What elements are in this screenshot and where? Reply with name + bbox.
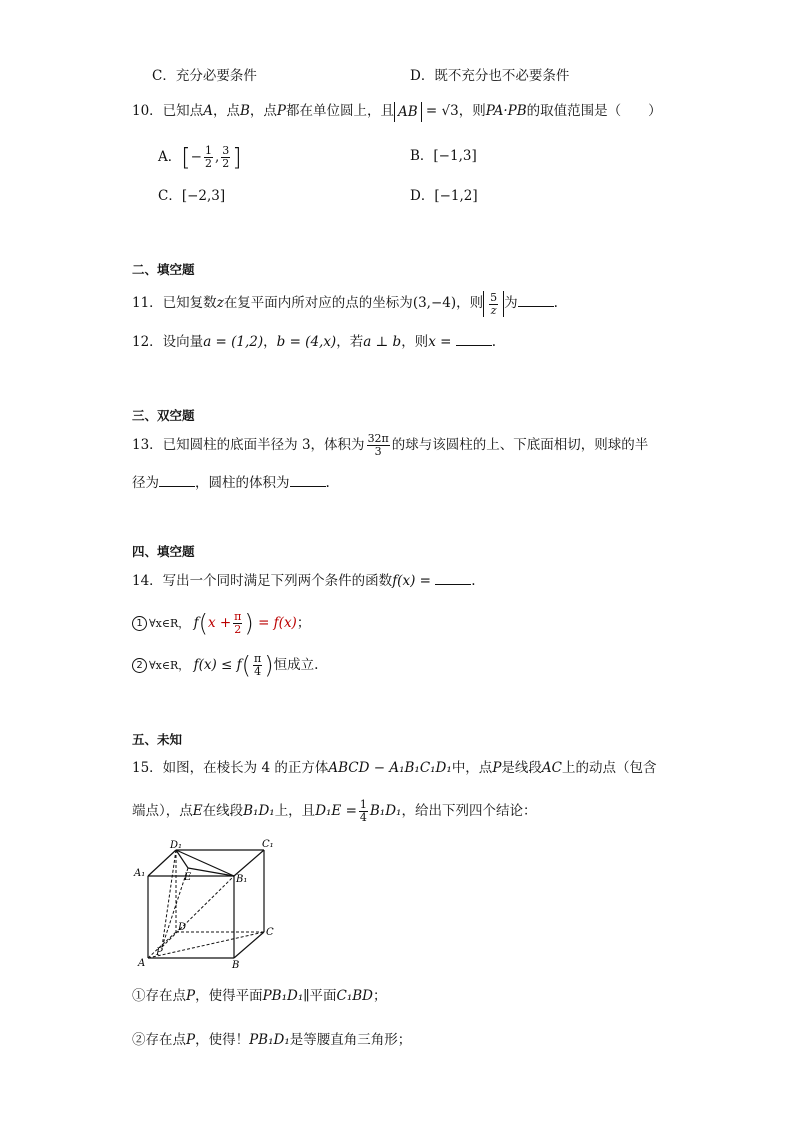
edge-b-c <box>234 932 264 958</box>
section-heading-3: 三、双空题 <box>132 408 195 423</box>
answer-blank[interactable] <box>290 472 326 487</box>
q15-conclusion-1: ①存在点P，使得平面PB₁D₁∥平面C₁BD； <box>132 988 387 1004</box>
label-e: E <box>184 872 192 883</box>
answer-blank[interactable] <box>518 292 554 307</box>
label-b: B <box>232 960 240 970</box>
section-heading-5: 五、未知 <box>132 732 183 747</box>
circled-number-1: 1 <box>132 616 147 631</box>
answer-blank[interactable] <box>435 570 471 585</box>
q12: 12．设向量a = (1,2)，b = (4,x)，若a ⊥ b，则x = . <box>132 331 496 352</box>
q15-line1: 15．如图，在棱长为 4 的正方体ABCD − A₁B₁C₁D₁中，点P是线段AC上的动点（包含 <box>132 760 657 776</box>
section-heading-2: 二、填空题 <box>132 262 195 277</box>
label-d1: D₁ <box>170 840 183 851</box>
q9-option-d: D．既不充分也不必要条件 <box>410 68 570 84</box>
q10-option-c: C．[−2,3] <box>158 188 226 204</box>
edge-a1-d1 <box>148 850 176 876</box>
abs-ab: AB <box>394 102 422 122</box>
label-a1: A₁ <box>134 868 146 879</box>
section-heading-4: 四、填空题 <box>132 544 195 559</box>
q13-line1: 13．已知圆柱的底面半径为 3，体积为 $\frac{32\pi}{3}$ 的球与该圆柱的上、下底面相切，则球的半 <box>132 432 649 458</box>
vector-dot-expr: PA·PB <box>485 103 527 119</box>
q10-stem: 10．已知点A，点B，点P都在单位圆上，且 AB = √3，则PA·PB的取值范围是（ ） <box>132 103 662 120</box>
edge-e-b1 <box>188 868 234 876</box>
hidden-line-p-d1 <box>162 850 176 947</box>
q9-option-c: C．充分必要条件 <box>152 68 257 84</box>
q10-option-b: B．[−1,3] <box>410 148 477 164</box>
q15-line2: 端点），点E在线段B₁D₁上，且D₁E = $\frac{1}{4}$ B₁D₁，给出下列四个结论： <box>132 798 537 824</box>
label-a: A <box>138 958 146 969</box>
q10-option-d: D．[−1,2] <box>410 188 478 204</box>
label-d: D <box>178 922 187 933</box>
q10-option-a: A．[− $\frac{1}{2}$ , $\frac{3}{2}$ ] <box>158 143 242 172</box>
hidden-line-p-b1 <box>162 876 234 947</box>
q14-condition-1: 1 ∀x∈R， f(x + $\frac{\pi}{2}$ ) = f(x)； <box>132 606 310 640</box>
q13-line2: 径为 ，圆柱的体积为 . <box>132 472 330 493</box>
q11: 11．已知复数z在复平面内所对应的点的坐标为(3,−4)，则 $\frac{5}{z}$ 为 . <box>132 290 558 317</box>
circled-number-2: 2 <box>132 658 147 673</box>
q14-condition-2: 2 ∀x∈R， f(x) ≤ f( $\frac{\pi}{4}$ )恒成立. <box>132 648 318 682</box>
q15-conclusion-2: ②存在点P，使得！PB₁D₁是等腰直角三角形； <box>132 1032 412 1048</box>
cube-figure <box>132 838 280 970</box>
edge-b1-c1 <box>234 850 264 876</box>
label-b1: B₁ <box>236 874 248 885</box>
label-p: P <box>156 947 163 958</box>
label-c1: C₁ <box>262 839 274 850</box>
label-c: C <box>266 927 274 938</box>
answer-blank[interactable] <box>456 331 492 346</box>
q14: 14．写出一个同时满足下列两个条件的函数f(x) = . <box>132 570 476 591</box>
answer-blank[interactable] <box>159 472 195 487</box>
